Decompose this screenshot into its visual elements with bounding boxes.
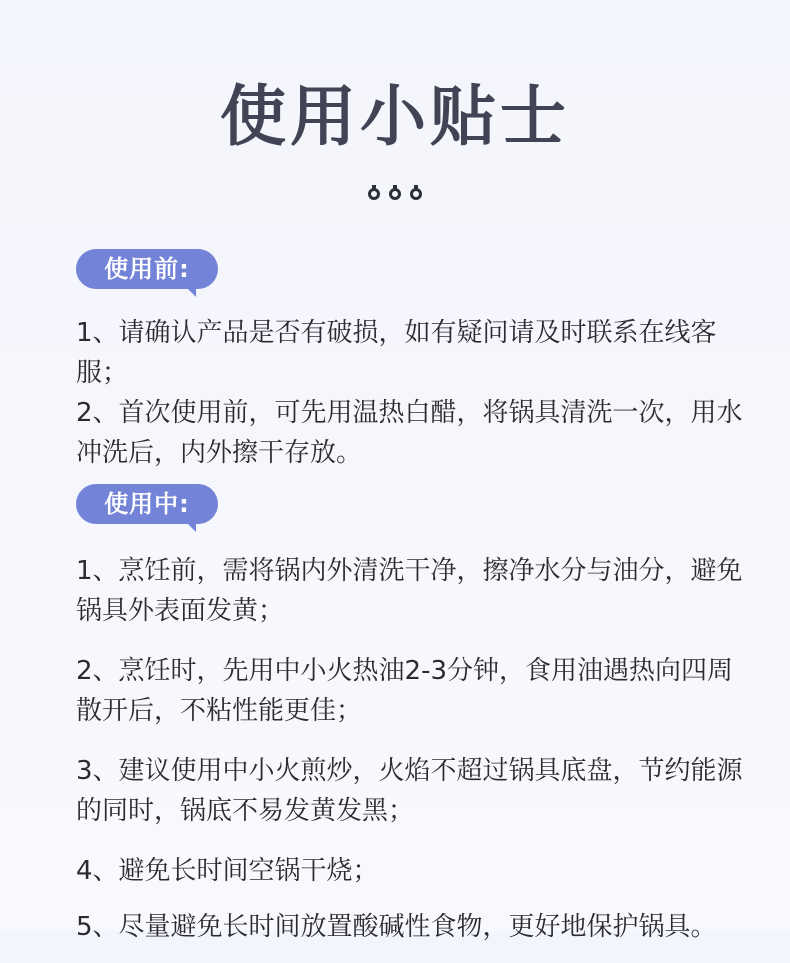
page-title: 使用小贴士 [220,78,570,155]
dot-icon [368,188,380,200]
during-use-list [76,551,756,963]
section-tag-before-use: 使用前: [76,249,218,289]
list-item: 3、建议使用中小火煎炒，火焰不超过锅具底盘，节约能源的同时，锅底不易发黄发黑； [76,756,743,826]
list-item: 1、烹饪前，需将锅内外清洗干净，擦净水分与油分，避免锅具外表面发黄； [76,556,743,626]
before-use-list [76,313,756,473]
list-item: 4、避免长时间空锅干烧； [76,856,379,886]
dot-icon [389,188,401,200]
list-item: 2、烹饪时，先用中小火热油2-3分钟，食用油遇热向四周散开后，不粘性能更佳； [76,656,734,726]
list-item: 5、尽量避免长时间放置酸碱性食物，更好地保护锅具。 [76,912,717,942]
section-tag-during-use: 使用中: [76,484,218,524]
list-item: 2、首次使用前，可先用温热白醋，将锅具清洗一次，用水冲洗后，内外擦干存放。 [76,398,743,468]
list-item: 1、请确认产品是否有破损，如有疑问请及时联系在线客服； [76,318,717,388]
decorative-dots [0,188,790,200]
dot-icon [410,188,422,200]
